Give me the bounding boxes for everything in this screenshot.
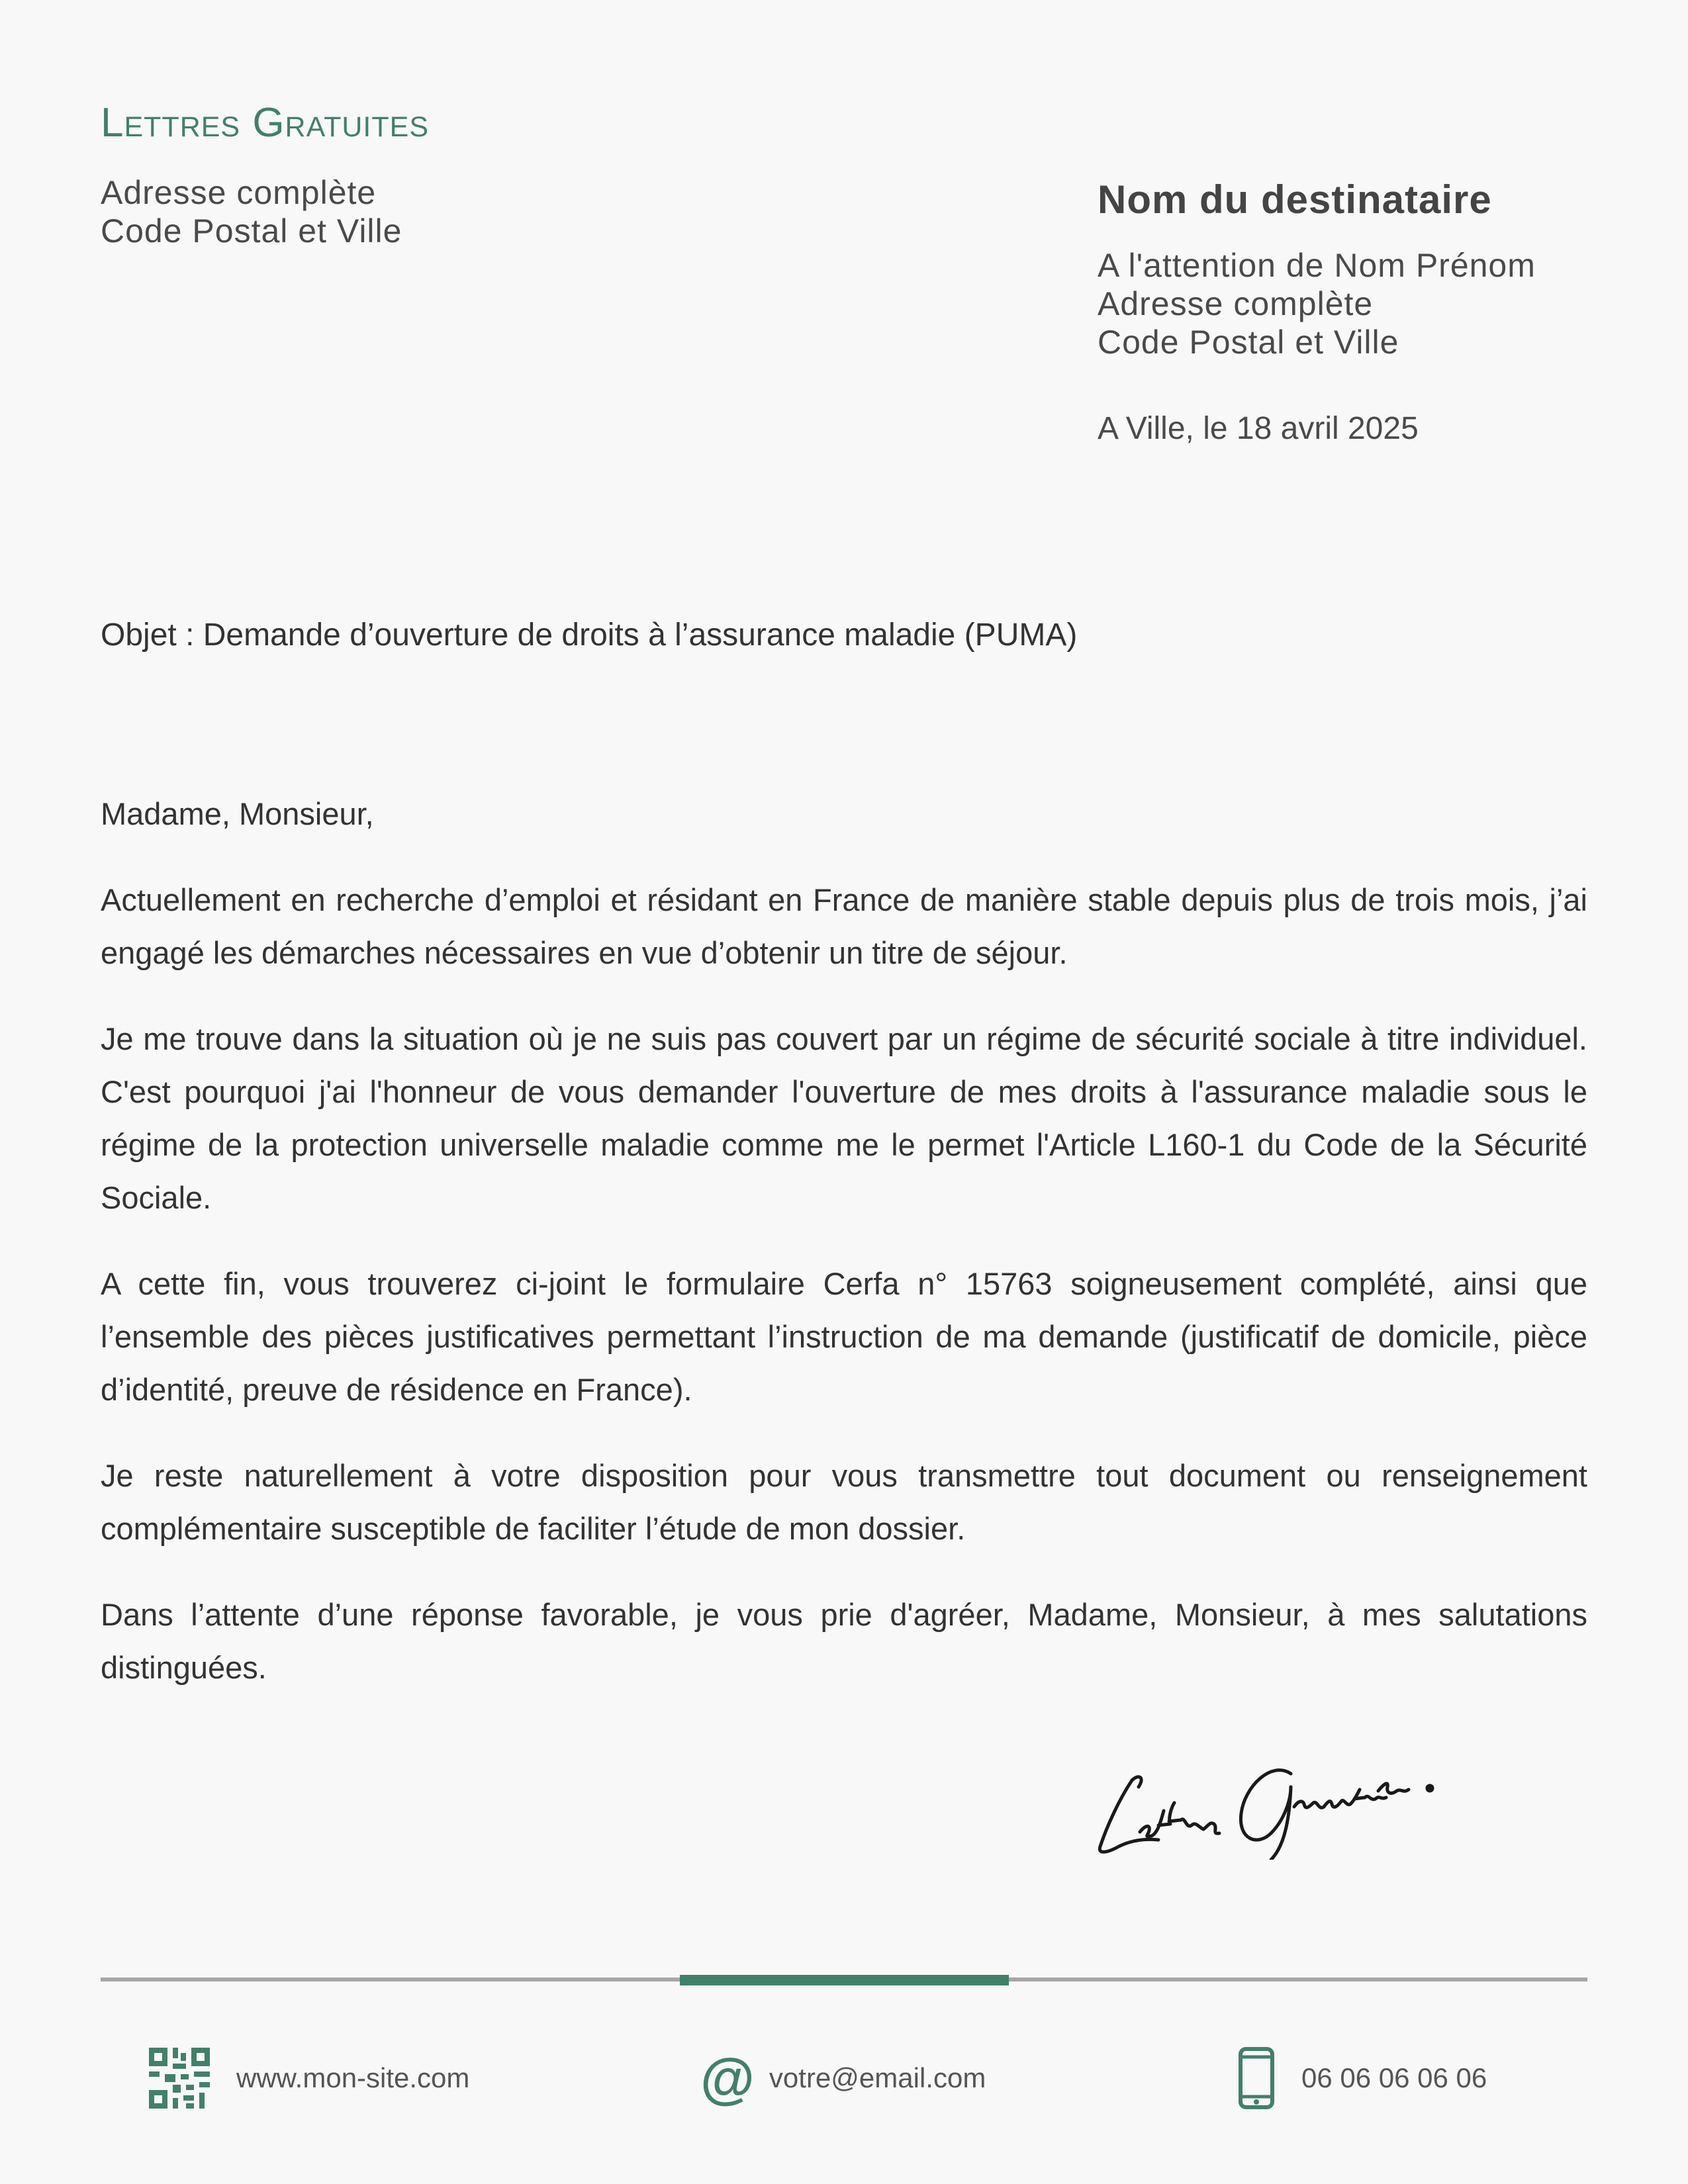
recipient-address-line2: Code Postal et Ville [1098,324,1399,361]
sender-name: Lettres Gratuites [101,100,429,146]
recipient-lines [1098,246,1627,361]
signature-image [1092,1747,1450,1860]
at-icon: @ [700,2047,755,2109]
footer-email-text[interactable]: votre@email.com [769,2062,986,2093]
recipient-block [1098,173,1627,448]
letter-body [101,788,1587,1727]
phone-icon [1238,2046,1275,2110]
body-paragraph: Actuellement en recherche d’emploi et résidant en France de manière stable depuis plus de trois mois, j’ai engagé les démarches nécessaires en vue d’obtenir un titre de séjour. [101,882,1587,970]
footer-website-text[interactable]: www.mon-site.com [236,2062,470,2093]
body-paragraph: Je reste naturellement à votre disposition pour vous transmettre tout document ou renseignement complémentaire susceptible de faciliter l’étude de mon dossier. [101,1458,1587,1546]
recipient-address-line1: Adresse complète [1098,285,1374,322]
body-paragraph: Dans l’attente d’une réponse favorable, je vous prie d'agréer, Madame, Monsieur, à mes salutations distinguées. [101,1597,1587,1685]
sender-address-line1: Adresse complète [101,174,377,211]
letter-subject: Objet : Demande d’ouverture de droits à l’assurance maladie (PUMA) [101,617,1078,653]
footer-accent-bar [680,1975,1009,1985]
footer-phone-text[interactable]: 06 06 06 06 06 [1301,2062,1487,2093]
letter-date: A Ville, le 18 avril 2025 [1098,411,1419,446]
footer-email[interactable] [700,2045,986,2111]
recipient-name: Nom du destinataire [1098,177,1492,222]
sender-address [101,173,402,250]
qr-code-icon [149,2048,210,2109]
sender-address-line2: Code Postal et Ville [101,212,402,250]
footer-website[interactable] [149,2045,469,2111]
recipient-attention: A l'attention de Nom Prénom [1098,247,1536,284]
body-paragraph: Je me trouve dans la situation où je ne suis pas couvert par un régime de sécurité sociale à titre individuel. C'est pourquoi j'ai l'honneur de vous demander l'ouverture de mes droits à l'assurance maladie sous le régime de la protection universelle maladie comme me le permet l'Article L160-1 du Code de la Sécurité Sociale. [101,1021,1587,1215]
footer-phone[interactable] [1238,2045,1487,2111]
body-paragraph: A cette fin, vous trouverez ci-joint le formulaire Cerfa n° 15763 soigneusement complété, ainsi que l’ensemble des pièces justificatives permettant l’instruction de ma demande (justificatif de domicile, pièce d’identité, preuve de résidence en France). [101,1266,1587,1407]
letter-salutation: Madame, Monsieur, [101,796,374,831]
